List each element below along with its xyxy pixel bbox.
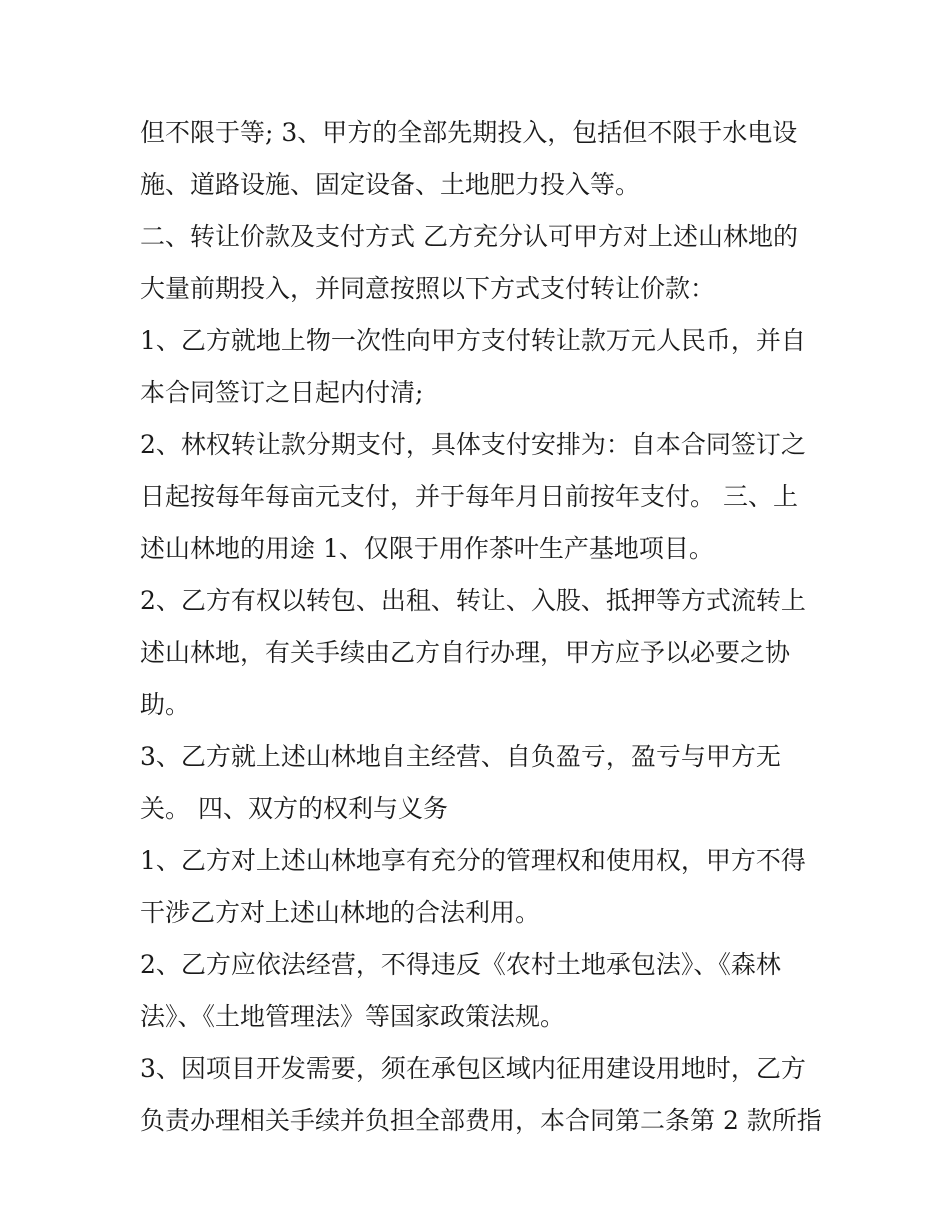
text-line: 法》、《土地管理法》等国家政策法规。 bbox=[140, 1002, 566, 1031]
text-line: 2、林权转让款分期支付，具体支付安排为：自本合同签订之 bbox=[140, 430, 806, 459]
text-line: 大量前期投入，并同意按照以下方式支付转让价款： bbox=[140, 274, 716, 303]
text-line: 述山林地，有关手续由乙方自行办理，甲方应予以必要之协 bbox=[140, 638, 791, 667]
text-line: 述山林地的用途 1、仅限于用作茶叶生产基地项目。 bbox=[140, 534, 714, 563]
text-line: 1、乙方对上述山林地享有充分的管理权和使用权，甲方不得 bbox=[140, 846, 806, 875]
text-line: 2、乙方有权以转包、出租、转让、入股、抵押等方式流转上 bbox=[140, 586, 806, 615]
text-line: 日起按每年每亩元支付，并于每年月日前按年支付。 三、上 bbox=[140, 482, 798, 511]
text-line: 负责办理相关手续并负担全部费用，本合同第二条第 2 款所指 bbox=[140, 1106, 822, 1135]
text-line: 但不限于等; 3、甲方的全部先期投入，包括但不限于水电设 bbox=[140, 118, 798, 147]
text-line: 施、道路设施、固定设备、土地肥力投入等。 bbox=[140, 170, 641, 199]
text-line: 3、因项目开发需要，须在承包区域内征用建设用地时，乙方 bbox=[140, 1054, 806, 1083]
text-line: 关。 四、双方的权利与义务 bbox=[140, 794, 448, 823]
text-line: 二、转让价款及支付方式 乙方充分认可甲方对上述山林地的 bbox=[140, 222, 798, 251]
text-line: 1、乙方就地上物一次性向甲方支付转让款万元人民币，并自 bbox=[140, 326, 806, 355]
text-line: 干涉乙方对上述山林地的合法利用。 bbox=[140, 898, 541, 927]
text-line: 3、乙方就上述山林地自主经营、自负盈亏，盈亏与甲方无 bbox=[140, 742, 781, 771]
contract-text bbox=[140, 107, 820, 1147]
text-line: 助。 bbox=[140, 690, 191, 719]
text-line: 本合同签订之日起内付清; bbox=[140, 378, 424, 407]
text-line: 2、乙方应依法经营，不得违反《农村土地承包法》、《森林 bbox=[140, 950, 781, 979]
